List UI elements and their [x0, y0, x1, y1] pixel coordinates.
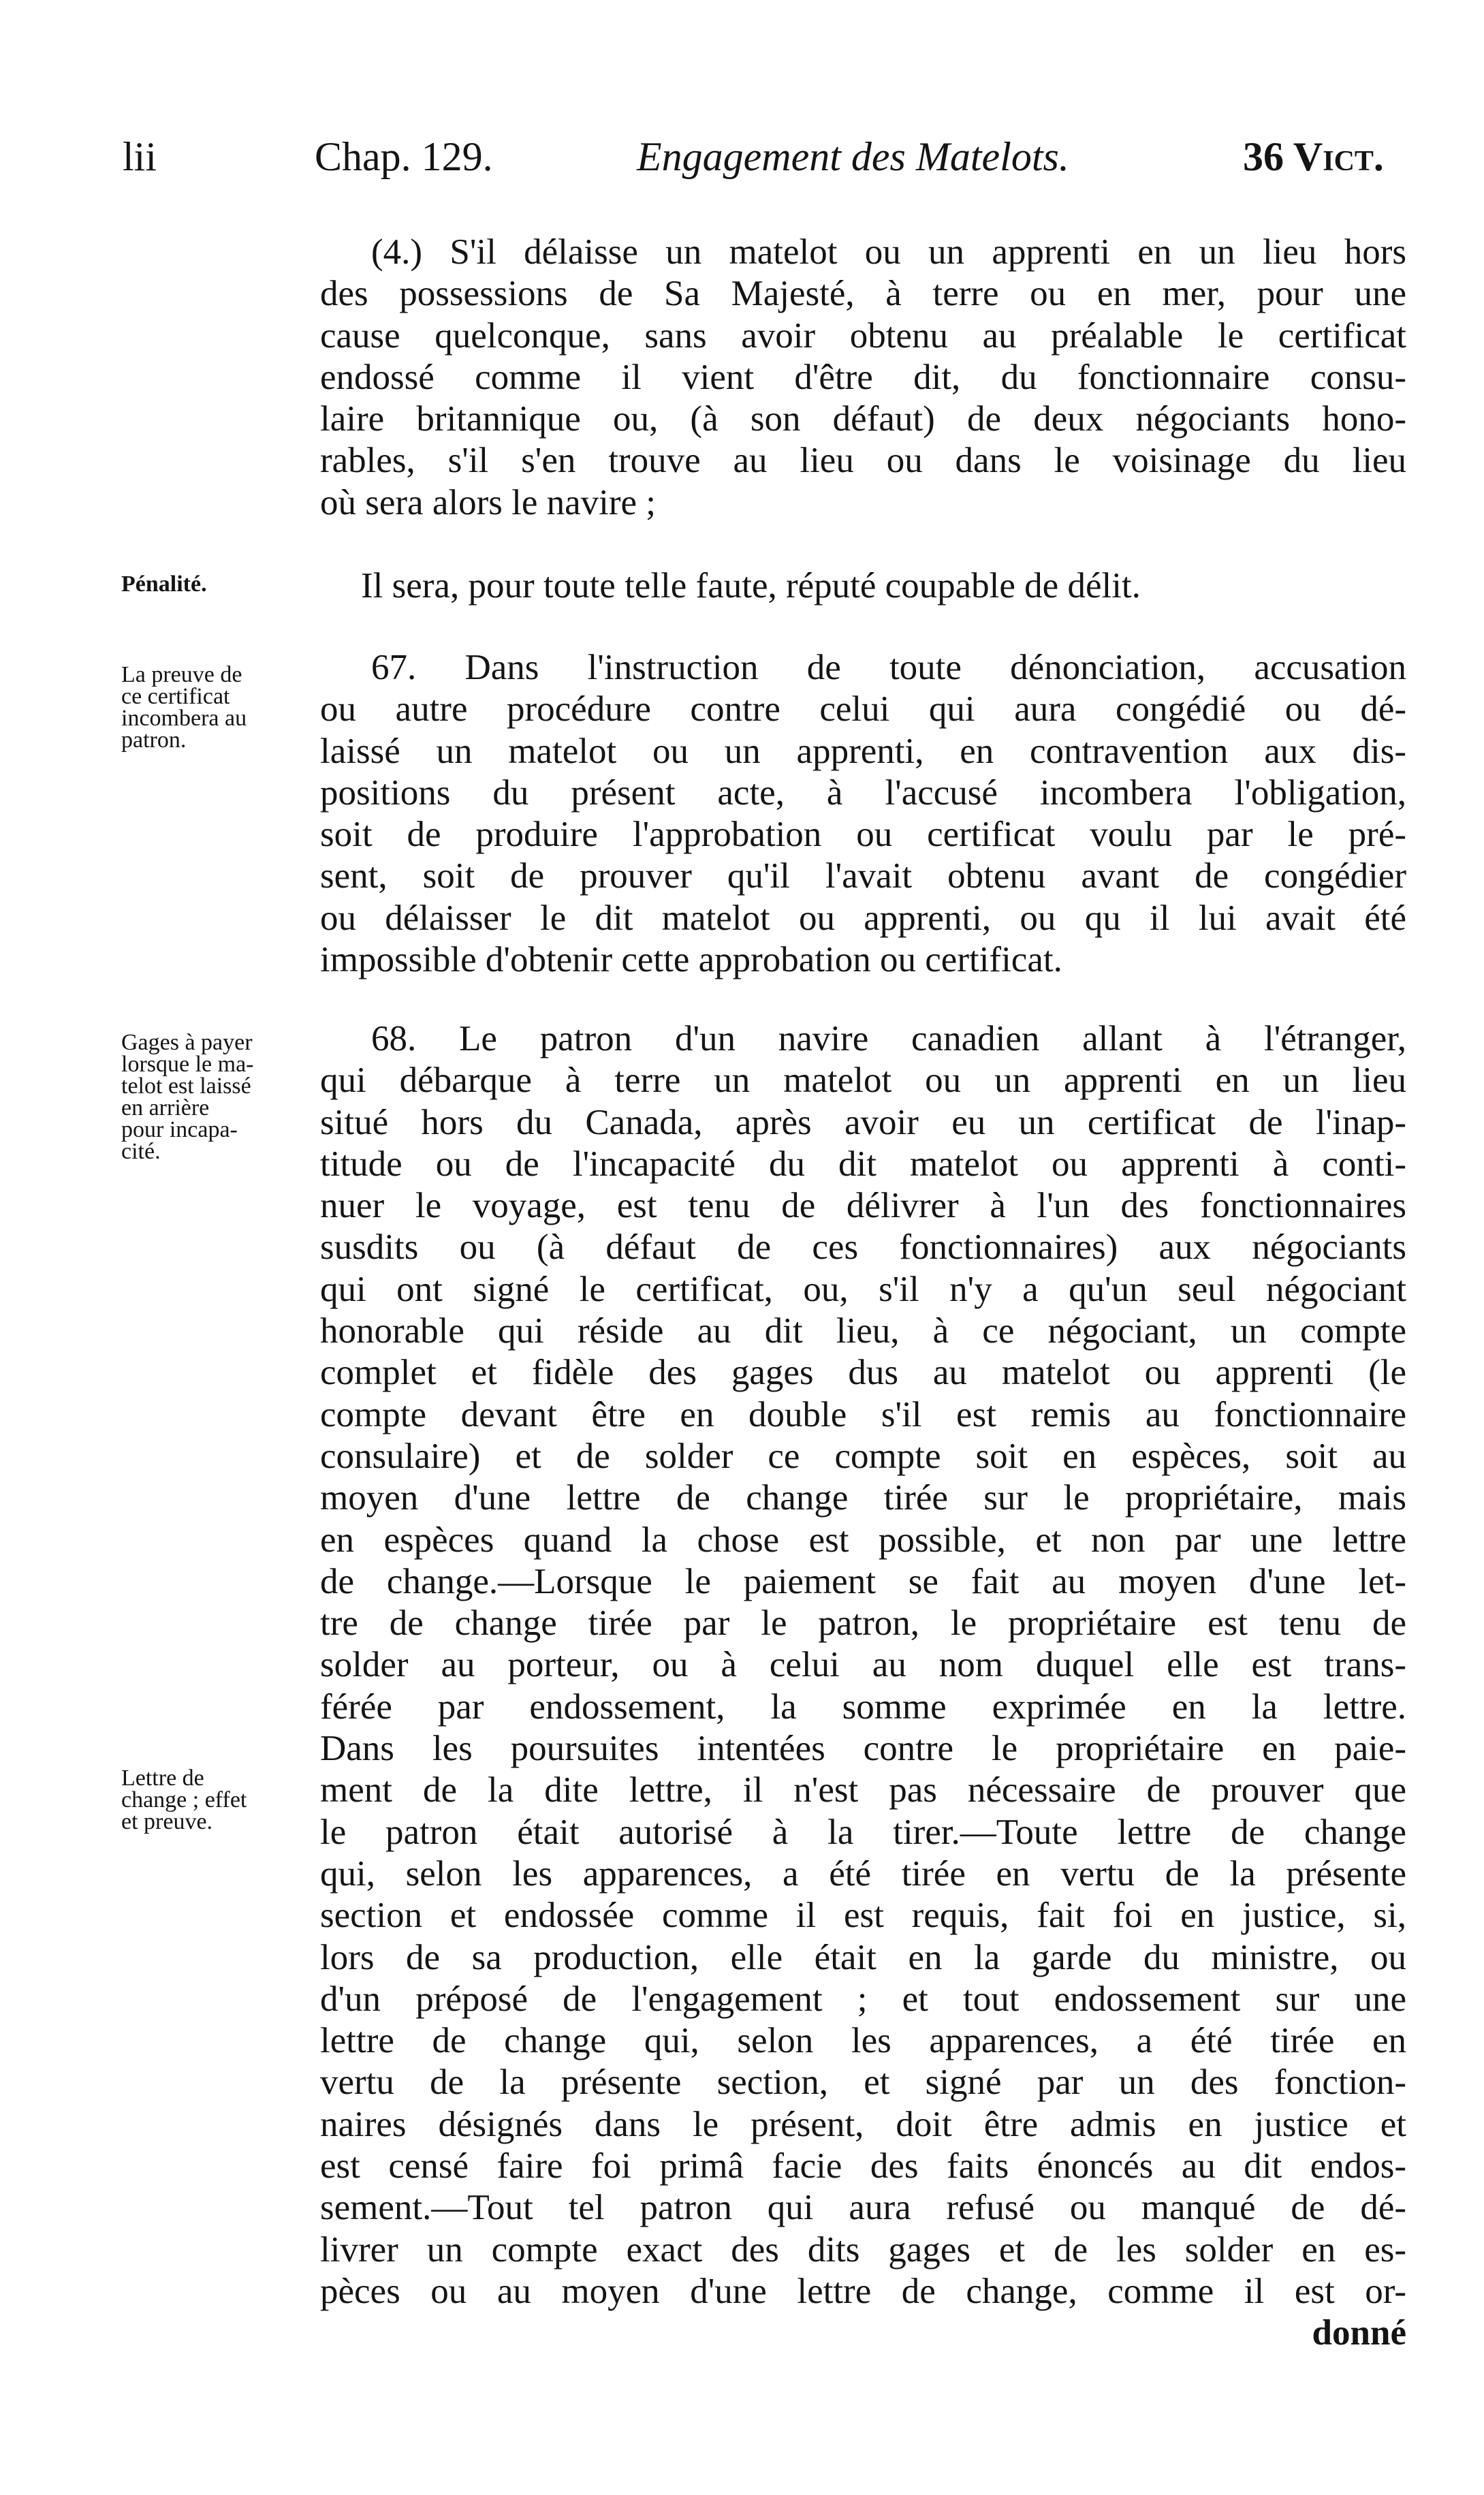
- text-line: nuer le voyage, est tenu de délivrer à l'un des fonctionnaires: [320, 1186, 1406, 1226]
- text-line: ou autre procédure contre celui qui aura congédié ou dé-: [320, 689, 1406, 729]
- text-line: qui débarque à terre un matelot ou un apprenti en un lieu: [320, 1061, 1406, 1101]
- margin-note-line: La preuve de: [121, 662, 242, 687]
- running-header: [0, 129, 1484, 184]
- text-line: solder au porteur, ou à celui au nom duquel elle est trans-: [320, 1645, 1406, 1685]
- section-67: [320, 647, 1406, 981]
- text-line: tre de change tirée par le patron, le propriétaire est tenu de: [320, 1603, 1406, 1644]
- text-line: des possessions de Sa Majesté, à terre ou en mer, pour une: [320, 274, 1406, 314]
- margin-note-line: lorsque le ma-: [121, 1052, 254, 1077]
- text-line: vertu de la présente section, et signé par un des fonction-: [320, 2062, 1406, 2103]
- page-number: lii: [123, 134, 157, 179]
- margin-note-preuve: [121, 664, 319, 751]
- margin-note-line: Gages à payer: [121, 1030, 253, 1055]
- text-line: complet et fidèle des gages dus au matelot ou apprenti (le: [320, 1353, 1406, 1393]
- margin-note-line: patron.: [121, 727, 187, 753]
- text-line: consulaire) et de solder ce compte soit en espèces, soit au: [320, 1436, 1406, 1476]
- text-line: qui, selon les apparences, a été tirée en vertu de la présente: [320, 1853, 1406, 1894]
- section-68: [320, 1018, 1406, 2355]
- margin-note-penalite: [121, 571, 319, 597]
- text-line: d'un préposé de l'engagement ; et tout endossement sur une: [320, 1979, 1406, 2019]
- margin-note-line: en arrière: [121, 1095, 210, 1120]
- text-line: (4.) S'il délaisse un matelot ou un apprenti en un lieu hors: [371, 232, 1406, 272]
- margin-note-line: change ; effet: [121, 1787, 247, 1813]
- margin-note-lettre: [121, 1768, 319, 1833]
- text-line: férée par endossement, la somme exprimée en la lettre.: [320, 1686, 1406, 1727]
- text-line: section et endossée comme il est requis, fait foi en justice, si,: [320, 1896, 1406, 1936]
- margin-note-line: incombera au: [121, 706, 247, 731]
- margin-note-line: et preuve.: [121, 1809, 213, 1834]
- running-title: Engagement des Matelots.: [637, 134, 1069, 179]
- penalty-clause: [320, 565, 1406, 607]
- text-line: laire britannique ou, (à son défaut) de deux négociants hono-: [320, 399, 1406, 439]
- text-line: situé hors du Canada, après avoir eu un certificat de l'inap-: [320, 1102, 1406, 1142]
- text-line: cause quelconque, sans avoir obtenu au préalable le certificat: [320, 315, 1406, 356]
- text-line: qui ont signé le certificat, ou, s'il n'y a qu'un seul négociant: [320, 1269, 1406, 1309]
- text-line: laissé un matelot ou un apprenti, en contravention aux dis-: [320, 731, 1406, 771]
- text-line: rables, s'il s'en trouve au lieu ou dans le voisinage du lieu: [320, 441, 1406, 481]
- text-line: sement.—Tout tel patron qui aura refusé ou manqué de dé-: [320, 2188, 1406, 2228]
- text-line: le patron était autorisé à la tirer.—Toute lettre de change: [320, 1812, 1406, 1852]
- chapter-label: Chap. 129.: [315, 134, 493, 179]
- text-line: soit de produire l'approbation ou certificat voulu par le pré-: [320, 815, 1406, 855]
- text-line: en espèces quand la chose est possible, et non par une lettre: [320, 1520, 1406, 1560]
- text-line: susdits ou (à défaut de ces fonctionnaires) aux négociants: [320, 1227, 1406, 1268]
- margin-note-gages: [121, 1032, 319, 1163]
- text-line: livrer un compte exact des dits gages et de les solder en es-: [320, 2229, 1406, 2270]
- text-line: titude ou de l'incapacité du dit matelot ou apprenti à conti-: [320, 1144, 1406, 1184]
- catchword: donné: [1312, 2313, 1406, 2353]
- text-line: compte devant être en double s'il est remis au fonctionnaire: [320, 1394, 1406, 1434]
- margin-note-line: telot est laissé: [121, 1073, 251, 1099]
- margin-note-line: ce certificat: [121, 684, 230, 709]
- text-line: lors de sa production, elle était en la garde du ministre, ou: [320, 1937, 1406, 1977]
- text-line: naires désignés dans le présent, doit être admis en justice et: [320, 2104, 1406, 2144]
- text-line: 67. Dans l'instruction de toute dénonciation, accusation: [371, 648, 1406, 687]
- text-line: honorable qui réside au dit lieu, à ce négociant, un compte: [320, 1311, 1406, 1351]
- margin-note-line: pour incapa-: [121, 1117, 238, 1142]
- text-line: ou délaisser le dit matelot ou apprenti, ou qu il lui avait été: [320, 898, 1406, 938]
- regnal-year: 36 Vict.: [1243, 134, 1384, 179]
- text-line: sent, soit de prouver qu'il l'avait obtenu avant de congédier: [320, 856, 1406, 896]
- text-line: moyen d'une lettre de change tirée sur le propriétaire, mais: [320, 1478, 1406, 1518]
- margin-note-line: Lettre de: [121, 1766, 204, 1791]
- text-line: Dans les poursuites intentées contre le propriétaire en paie-: [320, 1729, 1406, 1769]
- text-line: positions du présent acte, à l'accusé incombera l'obligation,: [320, 772, 1406, 813]
- text-line: où sera alors le navire ;: [320, 482, 656, 522]
- text-line: lettre de change qui, selon les apparences, a été tirée en: [320, 2021, 1406, 2061]
- margin-note-line: cité.: [121, 1139, 161, 1164]
- margin-note-line: Pénalité.: [121, 571, 207, 597]
- text-line: pèces ou au moyen d'une lettre de change, comme il est or-: [320, 2271, 1406, 2311]
- text-line: 68. Le patron d'un navire canadien allant à l'étranger,: [371, 1019, 1406, 1058]
- text-line: est censé faire foi primâ facie des faits énoncés au dit endos-: [320, 2146, 1406, 2186]
- subsection-4: [320, 232, 1406, 524]
- text-line: Il sera, pour toute telle faute, réputé coupable de délit.: [361, 566, 1141, 606]
- text-line: endossé comme il vient d'être dit, du fonctionnaire consu-: [320, 357, 1406, 397]
- text-line: impossible d'obtenir cette approbation ou certificat.: [320, 940, 1062, 980]
- text-line: de change.—Lorsque le paiement se fait au moyen d'une let-: [320, 1561, 1406, 1601]
- text-line: ment de la dite lettre, il n'est pas nécessaire de prouver que: [320, 1770, 1406, 1810]
